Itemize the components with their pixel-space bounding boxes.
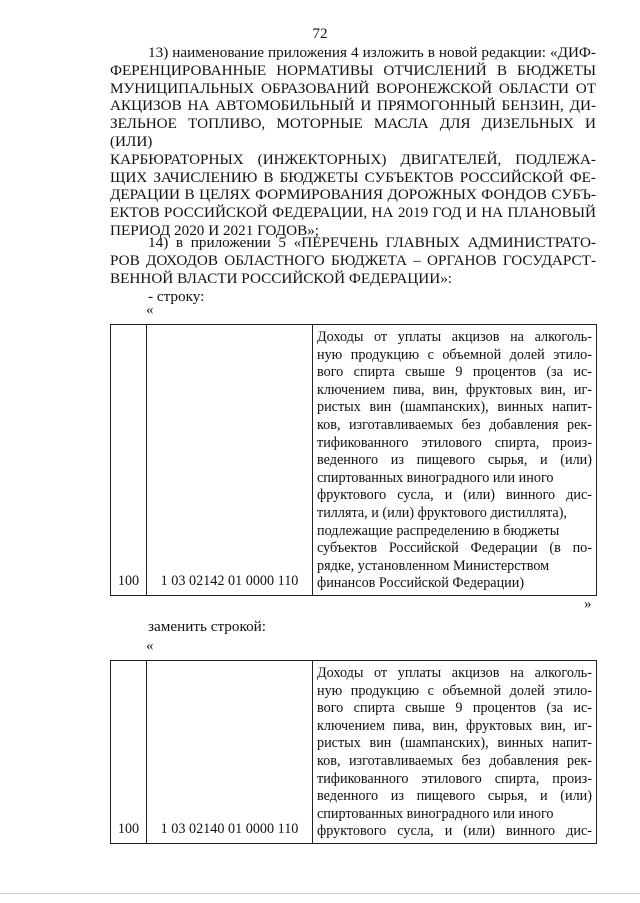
description-line: ключением пива, вин, фруктовых вин, иг- [317, 381, 592, 398]
description-line: фруктового сусла, и (или) винного дис- [317, 823, 592, 840]
revenue-description-cell [313, 325, 597, 596]
description-line: ную продукцию с объемной долей этило- [317, 346, 592, 363]
description-line: ристых вин (шампанских), винных напит- [317, 399, 592, 416]
item-13-line: АКЦИЗОВ НА АВТОМОБИЛЬНЫЙ И ПРЯМОГОННЫЙ БЕНЗИН, ДИ- [110, 97, 596, 115]
revenue-description-cell [313, 661, 597, 844]
description-line: подлежащие распределению в бюджеты [317, 522, 560, 539]
item-14-line: РОВ ДОХОДОВ ОБЛАСТНОГО БЮДЖЕТА – ОРГАНОВ ГОСУДАРСТ- [110, 251, 596, 269]
item-13-line: ЩИХ ЗАЧИСЛЕНИЮ В БЮДЖЕТЫ СУБЪЕКТОВ РОССИЙСКОЙ ФЕ- [110, 168, 596, 186]
item-14-line: 14) в приложении 5 «ПЕРЕЧЕНЬ ГЛАВНЫХ АДМИНИСТРАТО- [148, 234, 596, 251]
description-line: спиртованных виноградного или иного [317, 469, 554, 486]
description-line: тификованного этилового спирта, произ- [317, 434, 592, 451]
description-line: Доходы от уплаты акцизов на алкоголь- [317, 329, 592, 345]
description-line: Доходы от уплаты акцизов на алкоголь- [317, 665, 592, 681]
description-line: спиртованных виноградного или иного [317, 805, 554, 822]
description-line: фруктового сусла, и (или) винного дис- [317, 487, 592, 504]
item-13-line: 13) наименование приложения 4 изложить в новой редакции: «ДИФ- [148, 44, 596, 61]
replace-intro: заменить строкой: [148, 618, 267, 635]
description-line: ков, изготавливаемых без добавления рек- [317, 416, 592, 433]
admin-code-cell: 100 [111, 661, 147, 844]
item-14-line: ВЕННОЙ ВЛАСТИ РОССИЙСКОЙ ФЕДЕРАЦИИ»: [110, 269, 453, 287]
description-line: финансов Российской Федерации) [317, 575, 525, 592]
revenue-code-cell: 1 03 02140 01 0000 110 [147, 661, 313, 844]
description-line: тификованного этилового спирта, произ- [317, 770, 592, 787]
revenue-code-cell: 1 03 02142 01 0000 110 [147, 325, 313, 596]
description-line: веденного из пищевого сырья, и (или) [317, 452, 592, 469]
new-row-table [110, 660, 597, 844]
page-number: 72 [312, 26, 328, 42]
description-line: рядке, установленном Министерством [317, 557, 550, 574]
item-13-line: КАРБЮРАТОРНЫХ (ИНЖЕКТОРНЫХ) ДВИГАТЕЛЕЙ, ПОДЛЕЖА- [110, 150, 596, 168]
open-quote: « [146, 302, 154, 318]
old-row-table [110, 324, 597, 596]
table-row [111, 325, 597, 596]
description-line: ристых вин (шампанских), винных напит- [317, 735, 592, 752]
page-bottom-edge [0, 893, 640, 894]
description-line: ную продукцию с объемной долей этило- [317, 682, 592, 699]
description-line: ков, изготавливаемых без добавления рек- [317, 752, 592, 769]
item-13-line: МУНИЦИПАЛЬНЫХ ОБРАЗОВАНИЙ ВОРОНЕЖСКОЙ ОБЛАСТИ ОТ [110, 79, 596, 97]
item-13-line: ДЕРАЦИИ В ЦЕЛЯХ ФОРМИРОВАНИЯ ДОРОЖНЫХ ФОНДОВ СУБЪ- [110, 186, 596, 204]
item-14-paragraph [110, 234, 596, 287]
admin-code-cell: 100 [111, 325, 147, 596]
table-row [111, 661, 597, 844]
item-13-line: ФЕРЕНЦИРОВАННЫЕ НОРМАТИВЫ ОТЧИСЛЕНИЙ В БЮДЖЕТЫ [110, 61, 596, 79]
description-line: вого спирта свыше 9 процентов (за ис- [317, 364, 592, 381]
description-line: вого спирта свыше 9 процентов (за ис- [317, 700, 592, 717]
item-13-paragraph [110, 44, 596, 240]
item-13-line: ЕКТОВ РОССИЙСКОЙ ФЕДЕРАЦИИ, НА 2019 ГОД И НА ПЛАНОВЫЙ [110, 204, 596, 222]
row-intro: - строку: [148, 288, 205, 305]
open-quote-2: « [146, 638, 154, 654]
description-line: веденного из пищевого сырья, и (или) [317, 788, 592, 805]
description-line: тиллята, и (или) фруктового дистиллята), [317, 504, 567, 521]
item-13-line: ЗЕЛЬНОЕ ТОПЛИВО, МОТОРНЫЕ МАСЛА ДЛЯ ДИЗЕЛЬНЫХ И (ИЛИ) [110, 115, 596, 150]
description-line: субъектов Российской Федерации (в по- [317, 540, 592, 557]
close-quote: » [584, 596, 592, 612]
description-line: ключением пива, вин, фруктовых вин, иг- [317, 717, 592, 734]
item-13-line: ПЕРИОД 2020 И 2021 ГОДОВ»; [110, 221, 320, 239]
